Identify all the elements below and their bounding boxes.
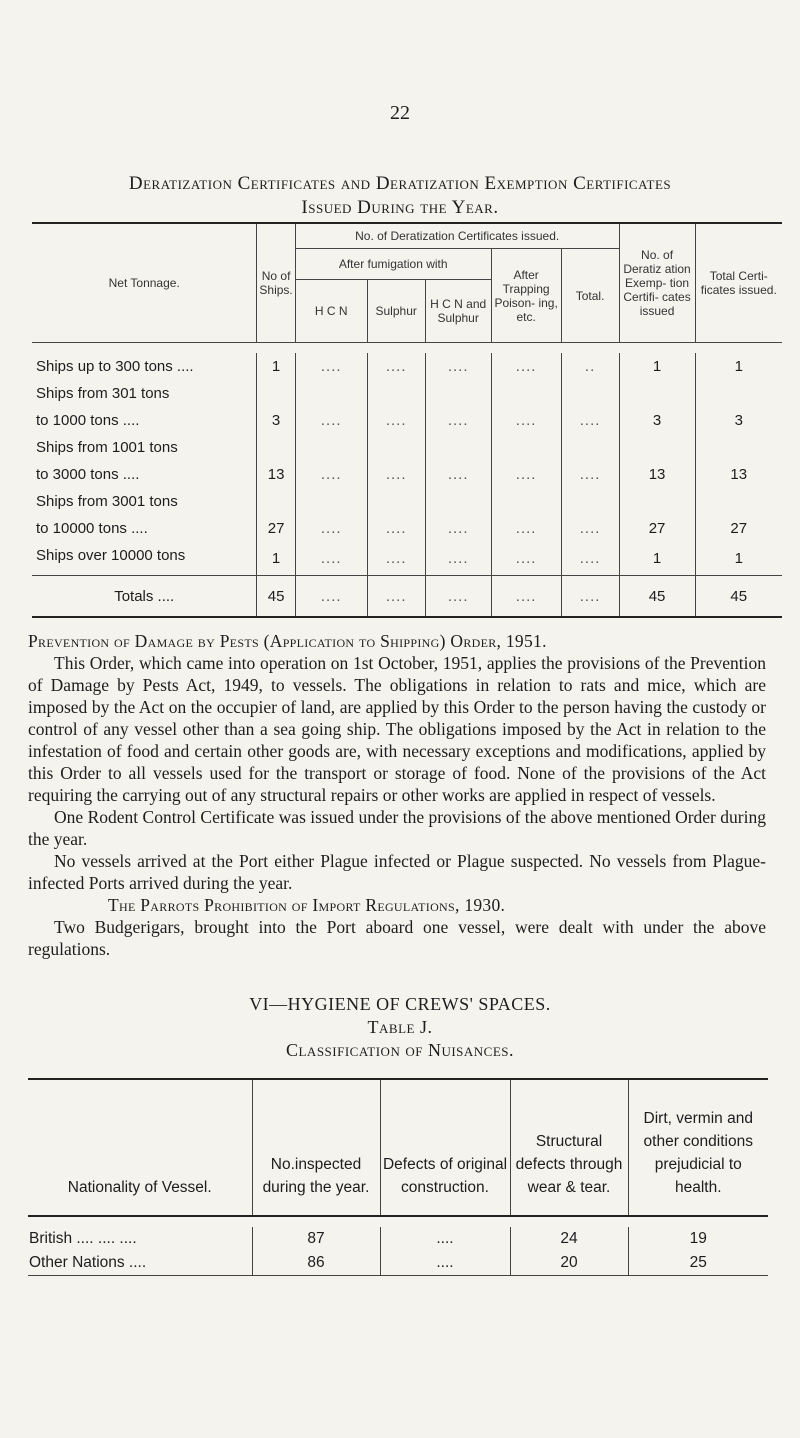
- total-total: ....: [561, 576, 619, 618]
- sulphur-cell: ....: [367, 407, 425, 434]
- hcn-cell: ....: [295, 542, 367, 576]
- nuisance-table: [28, 1078, 768, 1276]
- exemption-total: 45: [619, 576, 695, 618]
- table-row: [32, 488, 782, 515]
- paragraph: This Order, which came into operation on 1st October, 1951, applies the provisions of the Prevention of Damage by Pests Act, 1949, to vessels. The obligations in relation to rats and mice, which are imposed by the Act on the occupier of land, are applied by this Order to the person having the custody or control of any vessel other than a sea going ship. The obligations imposed by the Act in relation to the infestation of food and certain other goods are, with necessary exceptions and modifications, applied by this Order to all vessels used for the transport or storage of food. None of the provisions of the Act requiring the carrying out of any structural repairs or other works are applied in respect of vessels.: [28, 653, 766, 805]
- page-number: 22: [390, 102, 410, 124]
- hcn-sulphur-cell: ....: [425, 515, 491, 542]
- total-cell: ....: [561, 407, 619, 434]
- header-nationality: Nationality of Vessel.: [67, 1179, 212, 1196]
- sulphur-cell: ....: [367, 515, 425, 542]
- totals-row: [32, 576, 782, 618]
- trapping-cell: ....: [491, 515, 561, 542]
- ships-cell: 13: [257, 461, 295, 488]
- row-label: Ships from 301 tons: [36, 385, 170, 402]
- table-j-title: Table J.: [367, 1017, 433, 1037]
- totals-label: Totals ....: [114, 587, 175, 605]
- trapping-cell: ....: [491, 353, 561, 380]
- hcn-cell: ....: [295, 407, 367, 434]
- deratization-table: [32, 222, 782, 618]
- trapping-cell: ....: [491, 542, 561, 576]
- row-label: Ships up to 300 tons ....: [36, 358, 194, 375]
- header-net-tonnage: Net Tonnage.: [32, 223, 257, 343]
- ships-cell: 1: [257, 353, 295, 380]
- table-row: [32, 461, 782, 488]
- paragraph: One Rodent Control Certificate was issued under the provisions of the above mentioned Order during the year.: [28, 807, 766, 849]
- table-j-subtitle: Classification of Nuisances.: [285, 1040, 515, 1060]
- dirt-cell: 25: [628, 1251, 768, 1276]
- hcn-sulphur-total: ....: [425, 576, 491, 618]
- header-deratization-group: No. of Deratization Certificates issued.: [295, 223, 619, 249]
- total-cert-cell: 27: [695, 515, 782, 542]
- ships-cell: 1: [257, 542, 295, 576]
- hcn-cell: ....: [295, 461, 367, 488]
- header-exemption: No. of Deratiz ation Exemp- tion Certifi- cates issued: [619, 223, 695, 343]
- total-cell: ....: [561, 542, 619, 576]
- table-row: [32, 380, 782, 407]
- inspected-cell: 86: [252, 1251, 380, 1276]
- parrots-heading: The Parrots Prohibition of Import Regulations, 1930.: [108, 895, 506, 915]
- header-structural: Structural defects through wear & tear.: [510, 1079, 628, 1216]
- total-cell: ....: [561, 515, 619, 542]
- row-label: Ships over 10000 tons: [32, 542, 257, 576]
- row-label: Ships from 1001 tons: [36, 439, 178, 456]
- header-total-certificates: Total Certi- ficates issued.: [695, 223, 782, 343]
- trapping-cell: ....: [491, 407, 561, 434]
- ships-total: 45: [257, 576, 295, 618]
- document-subtitle: Issued During the Year.: [301, 197, 499, 218]
- header-after-trapping: After Trapping Poison- ing, etc.: [491, 249, 561, 343]
- prevention-heading: Prevention of Damage by Pests (Application to Shipping) Order, 1951.: [28, 631, 547, 651]
- inspected-cell: 87: [252, 1227, 380, 1251]
- ships-cell: 27: [257, 515, 295, 542]
- table-row: [32, 434, 782, 461]
- total-cert-cell: 1: [695, 542, 782, 576]
- hcn-total: ....: [295, 576, 367, 618]
- hcn-sulphur-cell: ....: [425, 461, 491, 488]
- trapping-total: ....: [491, 576, 561, 618]
- section-heading: VI—HYGIENE OF CREWS' SPACES.: [249, 994, 551, 1014]
- header-dirt: Dirt, vermin and other conditions prejudicial to health.: [628, 1079, 768, 1216]
- sulphur-cell: ....: [367, 542, 425, 576]
- row-label: to 10000 tons ....: [36, 520, 148, 537]
- table-row: [32, 542, 782, 576]
- exemption-cell: 13: [619, 461, 695, 488]
- trapping-cell: ....: [491, 461, 561, 488]
- hcn-cell: ....: [295, 353, 367, 380]
- ships-cell: 3: [257, 407, 295, 434]
- header-hcn-sulphur: H C N and Sulphur: [425, 280, 491, 343]
- table-row: [32, 353, 782, 380]
- nationality-cell: Other Nations ....: [29, 1254, 147, 1271]
- header-inspected: No.inspected during the year.: [252, 1079, 380, 1216]
- header-sulphur: Sulphur: [367, 280, 425, 343]
- total-cert-total: 45: [695, 576, 782, 618]
- hcn-cell: ....: [295, 515, 367, 542]
- header-no-of-ships: No of Ships.: [257, 223, 295, 343]
- total-cert-cell: 1: [695, 353, 782, 380]
- table-row: [28, 1227, 768, 1251]
- row-label: to 3000 tons ....: [36, 466, 140, 483]
- exemption-cell: 3: [619, 407, 695, 434]
- prevention-section: [28, 630, 766, 960]
- row-label: Ships from 3001 tons: [36, 493, 178, 510]
- exemption-cell: 27: [619, 515, 695, 542]
- paragraph: Two Budgerigars, brought into the Port aboard one vessel, were dealt with under the above regulations.: [28, 917, 766, 959]
- header-hcn: H C N: [295, 280, 367, 343]
- hcn-sulphur-cell: ....: [425, 542, 491, 576]
- sulphur-cell: ....: [367, 461, 425, 488]
- hcn-sulphur-cell: ....: [425, 353, 491, 380]
- exemption-cell: 1: [619, 353, 695, 380]
- document-title: Deratization Certificates and Deratization Exemption Certificates: [128, 173, 672, 194]
- hcn-sulphur-cell: ....: [425, 407, 491, 434]
- exemption-cell: 1: [619, 542, 695, 576]
- dirt-cell: 19: [628, 1227, 768, 1251]
- sulphur-total: ....: [367, 576, 425, 618]
- paragraph: No vessels arrived at the Port either Plague infected or Plague suspected. No vessels from Plague-infected Ports arrived during the year.: [28, 851, 766, 893]
- structural-cell: 24: [510, 1227, 628, 1251]
- total-cert-cell: 13: [695, 461, 782, 488]
- structural-cell: 20: [510, 1251, 628, 1276]
- total-cell: ..: [561, 353, 619, 380]
- table-row: [32, 515, 782, 542]
- table-row: [28, 1251, 768, 1276]
- defects-cell: ....: [380, 1227, 510, 1251]
- header-defects: Defects of original construction.: [380, 1079, 510, 1216]
- defects-cell: ....: [380, 1251, 510, 1276]
- row-label: to 1000 tons ....: [36, 412, 140, 429]
- sulphur-cell: ....: [367, 353, 425, 380]
- table-row: [32, 407, 782, 434]
- total-cert-cell: 3: [695, 407, 782, 434]
- total-cell: ....: [561, 461, 619, 488]
- nationality-cell: British .... .... ....: [29, 1230, 137, 1247]
- header-total: Total.: [561, 249, 619, 343]
- header-after-fumigation: After fumigation with: [295, 249, 491, 280]
